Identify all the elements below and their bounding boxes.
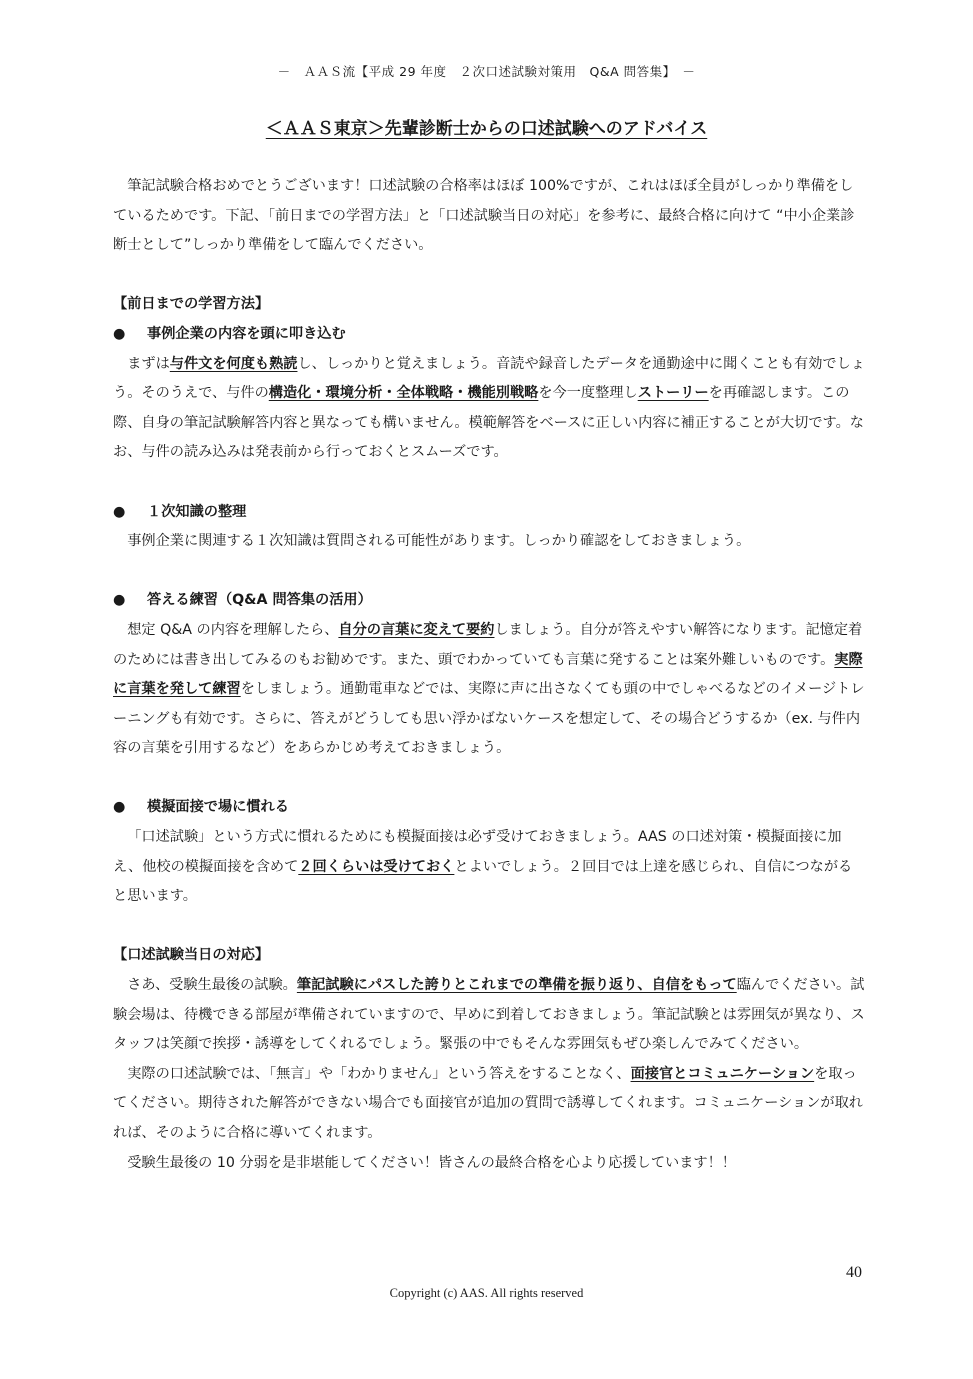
exam-day-paragraph-3: 受験生最後の 10 分弱を是非堪能してください！皆さんの最終合格を心より応援しています！！ — [127, 1154, 736, 1171]
bullet-paragraph-answer-practice — [113, 616, 865, 764]
exam-day-paragraph-2 — [113, 1060, 865, 1149]
text-run: 想定 Q&A の内容を理解したら、 — [127, 621, 339, 638]
bullet-heading-case-study — [113, 320, 865, 350]
emphasis-text: 与件文を何度も熟読 — [169, 355, 298, 372]
text-run: を再確認します。この際、自身の筆記試験解答内容と異なっても構いません。模範解答をベースに正しい内容に補正することが大切です。なお、与件の読み込みは発表前から行っておくとスムーズです。 — [113, 385, 864, 461]
bullet-heading-text: 模擬面接で場に慣れる — [147, 799, 289, 816]
bullet-icon: ● — [113, 503, 126, 520]
bullet-heading-answer-practice — [113, 586, 865, 616]
copyright-footer: Copyright (c) AAS. All rights reserved — [389, 1286, 584, 1300]
page-number: 40 — [846, 1264, 862, 1281]
emphasis-text: 実際に言葉を発して練習 — [113, 651, 863, 698]
bullet-paragraph-knowledge: 事例企業に関連する１次知識は質問される可能性があります。しっかり確認をしておきましょう。 — [127, 533, 751, 550]
text-run: をしましょう。通勤電車などでは、実際に声に出さなくても頭の中でしゃべるなどのイメージトレーニングも有効です。さらに、答えがどうしても思い浮かばないケースを想定して、その場合どうするか（ex. 与件内容の言葉を引用するなど）をあらかじめ考えておきましょう。 — [113, 681, 865, 757]
text-run: 実際の口述試験では、「無言」や「わかりません」という答えをすることなく、 — [127, 1065, 631, 1082]
text-run: し、しっかりと覚えましょう。音読や録音したデータを通勤途中に聞くことも有効でしょう。そのうえで、与件の — [113, 355, 865, 402]
text-run: とよいでしょう。２回目では上達を感じられ、自信につながると思います。 — [113, 858, 853, 905]
bullet-paragraph-mock-interview — [113, 823, 865, 912]
text-run: 臨んでください。試験会場は、待機できる部屋が準備されていますので、早めに到着しておきましょう。筆記試験とは雰囲気が異なり、スタッフは笑顔で挨拶・誘導をしてくれるでしょう。緊張の中でもそんな雰囲気もぜひ楽しんでみてください。 — [113, 977, 865, 1053]
bullet-heading-text: 答える練習（Q&A 問答集の活用） — [147, 592, 372, 609]
text-run: さあ、受験生最後の試験。 — [127, 977, 297, 994]
text-run: まずは — [127, 355, 170, 372]
bullet-paragraph-case-study — [113, 350, 865, 468]
section-heading-preparation: 【前日までの学習方法】 — [113, 296, 270, 313]
text-run: を取ってください。期待された解答ができない場合でも面接官が追加の質問で誘導してくれます。コミュニケーションが取れれば、そのように合格に導いてくれます。 — [113, 1065, 863, 1141]
section-heading-exam-day: 【口述試験当日の対応】 — [113, 947, 270, 964]
page-title — [0, 114, 973, 139]
emphasis-text: 面接官とコミュニケーション — [630, 1065, 815, 1082]
exam-day-paragraph-1 — [113, 971, 865, 1060]
emphasis-text: ２回くらいは受けておく — [298, 858, 455, 875]
bullet-heading-text: １次知識の整理 — [147, 503, 247, 520]
emphasis-text: 筆記試験にパスした誇りとこれまでの準備を振り返り、自信をもって — [296, 977, 737, 994]
text-run: を今一度整理し — [538, 385, 638, 402]
text-run: しましょう。自分が答えやすい解答になります。記憶定着のためには書き出してみるのもお勧めです。また、頭でわかっていても言葉に発することは案外難しいものです。 — [113, 621, 863, 668]
bullet-icon: ● — [113, 799, 126, 816]
emphasis-text: ストーリー — [637, 385, 709, 402]
running-header: － ＡＡＳ流【平成 29 年度 ２次口述試験対策用 Q&A 問答集】 － — [277, 64, 696, 79]
emphasis-text: 構造化・環境分析・全体戦略・機能別戦略 — [268, 385, 539, 402]
bullet-icon: ● — [113, 592, 126, 609]
document-body — [113, 172, 865, 1178]
intro-paragraph: 筆記試験合格おめでとうございます！口述試験の合格率はほぼ 100%ですが、これはほぼ全員がしっかり準備をしているためです。下記、「前日までの学習方法」と「口述試験当日の対応」を参考に、最終合格に向けて “中小企業診断士として”しっかり準備をして臨んでください。 — [113, 178, 855, 254]
emphasis-text: 自分の言葉に変えて要約 — [338, 621, 495, 638]
bullet-heading-text: 事例企業の内容を頭に叩き込む — [147, 325, 346, 342]
bullet-heading-mock-interview — [113, 793, 865, 823]
bullet-icon: ● — [113, 325, 126, 342]
page-title-text: ＜ＡＡＳ東京＞先輩診断士からの口述試験へのアドバイス — [265, 119, 708, 139]
bullet-heading-knowledge — [113, 498, 865, 528]
text-run: 「口述試験」という方式に慣れるためにも模擬面接は必ず受けておきましょう。AAS の口述対策・模擬面接に加え、他校の模擬面接を含めて — [113, 829, 842, 875]
